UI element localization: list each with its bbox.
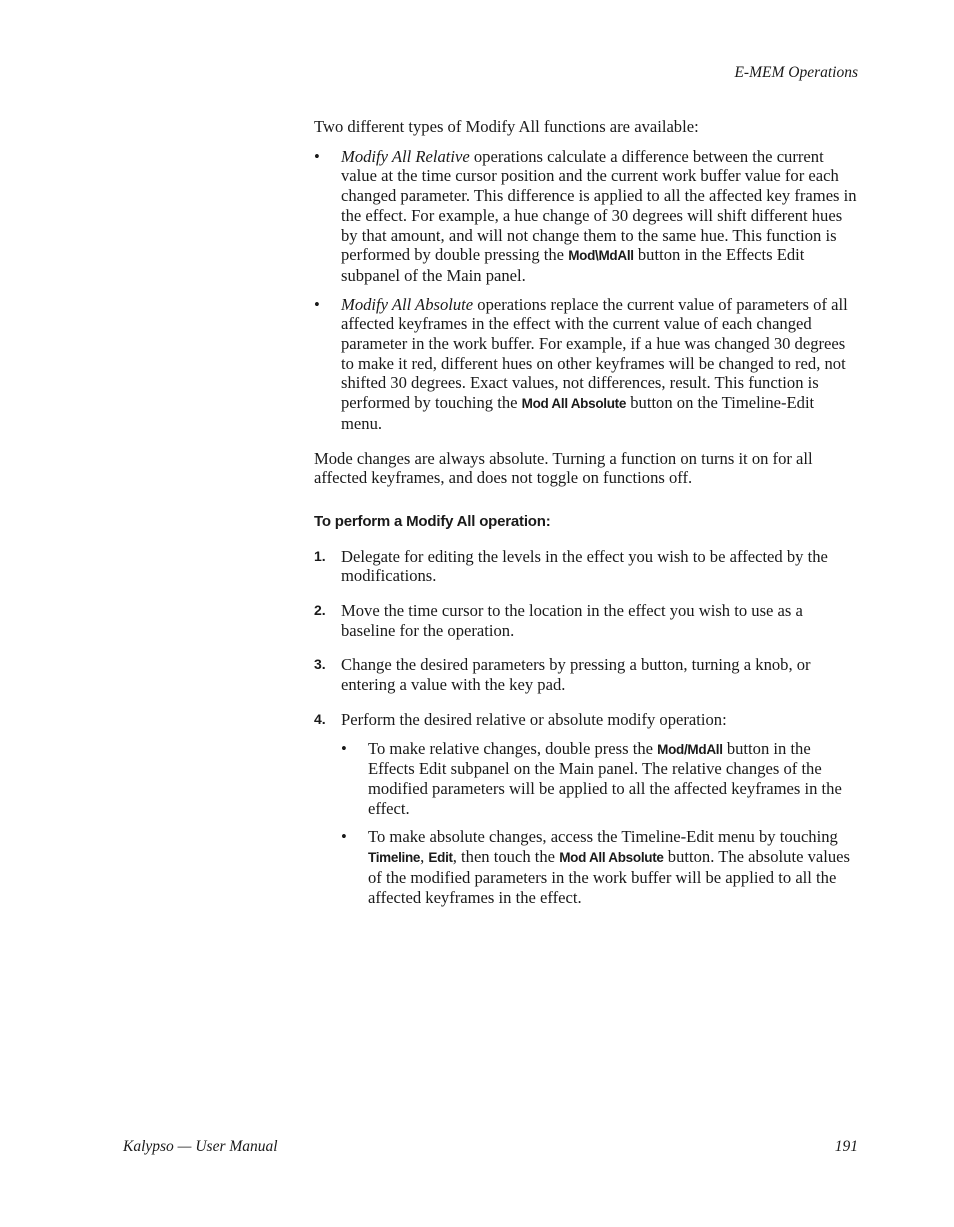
step-text: Perform the desired relative or absolute modify operation: bbox=[341, 709, 727, 729]
absolute-description: operations replace the current value of parameters of all affected keyframes in the effect with the current value of each changed parameter in the work buffer. For example, if a hue was changed 30 degrees to make it red, different hues on other keyframes will be changed to red, not shifted 30 degrees. Exact values, not differences, result. This function is performed by touching the bbox=[341, 294, 848, 413]
term-absolute: Modify All Absolute bbox=[341, 294, 474, 314]
step-2 bbox=[314, 601, 859, 640]
step-number: 3. bbox=[314, 656, 326, 673]
procedure-steps bbox=[314, 547, 859, 908]
button-label-mod-mdall: Mod/MdAll bbox=[657, 741, 723, 757]
relative-description: operations calculate a difference between the current value at the time cursor position and the current work buffer value for each changed parameter. This difference is applied to all the affected key frames in the effect. For example, a hue change of 30 degrees will shift different hues by that amount, and will not change them to the same hue. This function is performed by double pressing the bbox=[341, 146, 857, 265]
button-label-mod-all-absolute: Mod All Absolute bbox=[559, 850, 664, 866]
step-4 bbox=[314, 710, 859, 907]
step-3 bbox=[314, 655, 859, 694]
separator-text: , bbox=[420, 847, 429, 867]
running-header: E-MEM Operations bbox=[734, 64, 858, 81]
sub-text-mid: , then touch the bbox=[452, 847, 560, 867]
step-number: 1. bbox=[314, 547, 326, 564]
bullet-icon: • bbox=[314, 294, 320, 314]
button-label-timeline: Timeline bbox=[368, 850, 421, 866]
bullet-icon: • bbox=[314, 146, 320, 166]
page-body bbox=[314, 117, 859, 922]
term-relative: Modify All Relative bbox=[341, 146, 470, 166]
sub-text-end: button in the Effects Edit subpanel on the Main panel. The relative changes of the modified parameters will be applied to all the affected keyframes in the effect. bbox=[368, 738, 842, 818]
button-label-modmdall: Mod\MdAll bbox=[568, 248, 634, 264]
step-text: Move the time cursor to the location in the effect you wish to use as a baseline for the operation. bbox=[341, 601, 803, 640]
step-text: Change the desired parameters by pressing a button, turning a knob, or entering a value with the key pad. bbox=[341, 655, 811, 695]
button-label-edit: Edit bbox=[428, 850, 453, 866]
absolute-description-end: button on the Timeline-Edit menu. bbox=[341, 393, 815, 433]
button-label-mod-all-absolute: Mod All Absolute bbox=[521, 396, 627, 412]
sub-text-end: button. The absolute values of the modified parameters in the work buffer will be applied to all the affected keyframes in the effect. bbox=[368, 847, 850, 907]
step-number: 2. bbox=[314, 602, 326, 619]
sub-item-relative bbox=[341, 739, 859, 819]
sub-text: To make absolute changes, access the Timeline-Edit menu by touching bbox=[368, 827, 838, 847]
sub-text: To make relative changes, double press the bbox=[368, 738, 658, 758]
relative-description-end: button in the Effects Edit subpanel of the Main panel. bbox=[341, 245, 805, 285]
running-footer-title: Kalypso — User Manual bbox=[123, 1138, 278, 1155]
step-4-options bbox=[341, 739, 859, 908]
step-text: Delegate for editing the levels in the effect you wish to be affected by the modifications. bbox=[341, 546, 828, 586]
bullet-icon: • bbox=[341, 738, 347, 758]
intro-paragraph: Two different types of Modify All functions are available: bbox=[314, 117, 699, 136]
step-number: 4. bbox=[314, 710, 326, 727]
list-item-relative bbox=[314, 147, 859, 286]
bullet-icon: • bbox=[341, 827, 347, 847]
list-item-absolute bbox=[314, 295, 859, 434]
procedure-heading: To perform a Modify All operation: bbox=[314, 512, 551, 530]
modify-all-types-list bbox=[314, 147, 859, 434]
page-number: 191 bbox=[834, 1138, 858, 1155]
sub-item-absolute bbox=[341, 827, 859, 907]
step-1 bbox=[314, 547, 859, 586]
mode-paragraph: Mode changes are always absolute. Turning a function on turns it on for all affected keyframes, and does not toggle on functions off. bbox=[314, 448, 813, 488]
